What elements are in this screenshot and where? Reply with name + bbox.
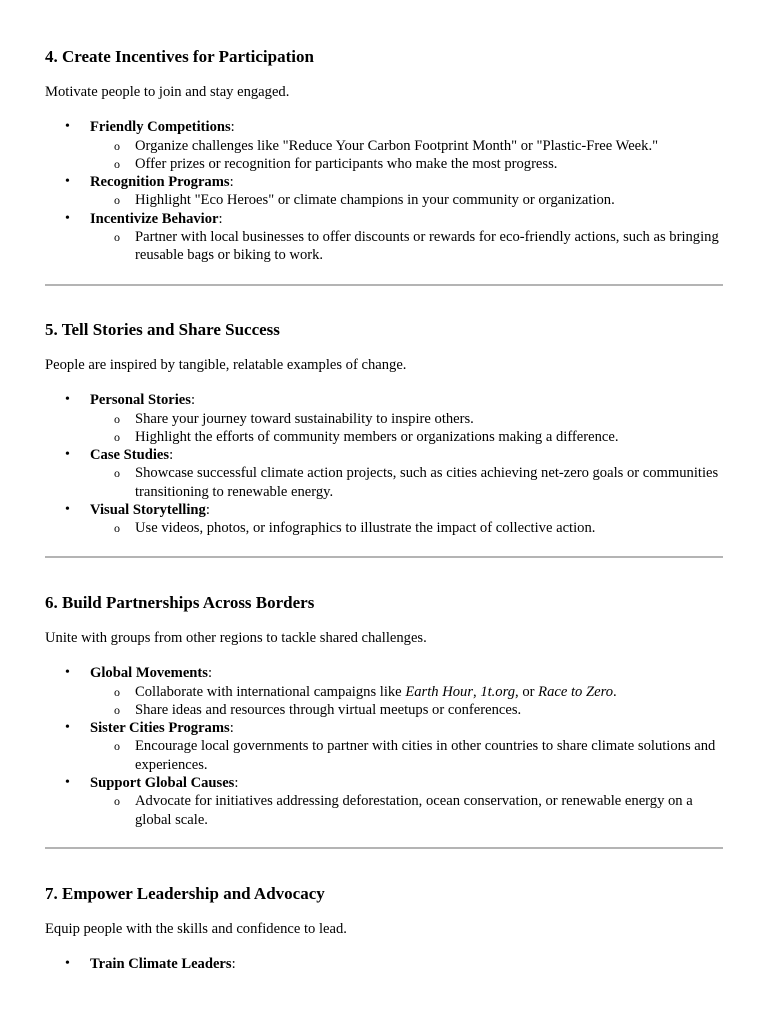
- campaign-name: Race to Zero: [538, 683, 613, 700]
- campaign-name: Earth Hour: [405, 683, 474, 700]
- item-label: Friendly Competitions: [90, 119, 231, 136]
- list-item: • Personal Stories: o Share your journey toward sustainability to inspire others. o Highlight the efforts of community members or organizations making a difference.: [45, 391, 723, 446]
- item-label: Train Climate Leaders: [90, 956, 232, 973]
- sub-list: [90, 792, 723, 829]
- sub-list-item: o Organize challenges like "Reduce Your Carbon Footprint Month" or "Plastic-Free Week.": [90, 137, 723, 155]
- section-7: [45, 883, 723, 974]
- sub-list-item: o Share ideas and resources through virtual meetups or conferences.: [90, 701, 723, 719]
- campaign-name: 1t.org: [480, 683, 516, 700]
- section-heading: 5. Tell Stories and Share Success: [45, 320, 280, 339]
- bullet-list: [45, 664, 723, 829]
- section-intro: Equip people with the skills and confidence to lead.: [45, 921, 347, 937]
- item-label: Incentivize Behavior: [90, 210, 219, 227]
- item-label: Recognition Programs: [90, 174, 230, 191]
- section-6: [45, 592, 723, 829]
- bullet-list: [45, 391, 723, 537]
- item-label: Global Movements: [90, 665, 208, 682]
- item-label: Support Global Causes: [90, 775, 235, 792]
- list-item: • Case Studies: o Showcase successful climate action projects, such as cities achieving net-zero goals or communities transitioning to renewable energy.: [45, 446, 723, 501]
- sub-list: [90, 683, 723, 720]
- sub-list-item: o Showcase successful climate action projects, such as cities achieving net-zero goals or communities transitioning to renewable energy.: [90, 464, 723, 501]
- section-heading: 4. Create Incentives for Participation: [45, 47, 314, 66]
- list-item: • Incentivize Behavior: o Partner with local businesses to offer discounts or rewards for eco-friendly actions, such as bringing reusable bags or biking to work.: [45, 210, 723, 265]
- section-divider: [45, 847, 723, 849]
- sub-list: [90, 464, 723, 501]
- list-item: • Sister Cities Programs: o Encourage local governments to partner with cities in other countries to share climate solutions and experiences.: [45, 719, 723, 774]
- section-divider: [45, 556, 723, 558]
- section-intro: Motivate people to join and stay engaged.: [45, 84, 290, 100]
- sub-list: [90, 410, 723, 447]
- item-label: Visual Storytelling: [90, 502, 206, 519]
- sub-list-item: o Share your journey toward sustainability to inspire others.: [90, 410, 723, 428]
- list-item: • Friendly Competitions: o Organize challenges like "Reduce Your Carbon Footprint Month" or "Plastic-Free Week." o Offer prizes or recognition for participants who make the most progress.: [45, 118, 723, 173]
- section-heading: 6. Build Partnerships Across Borders: [45, 593, 315, 612]
- bullet-list: [45, 955, 723, 973]
- item-label: Sister Cities Programs: [90, 720, 230, 737]
- sub-list-item: o Offer prizes or recognition for participants who make the most progress.: [90, 155, 723, 173]
- sub-list-item: o Highlight "Eco Heroes" or climate champions in your community or organization.: [90, 191, 723, 209]
- list-item: • Train Climate Leaders:: [45, 955, 723, 973]
- sub-list-item: o Highlight the efforts of community members or organizations making a difference.: [90, 428, 723, 446]
- list-item: • Recognition Programs: o Highlight "Eco Heroes" or climate champions in your community or organization.: [45, 173, 723, 210]
- list-item: • Global Movements: o Collaborate with international campaigns like Earth Hour, 1t.org, or Race to Zero. o Share ideas and resources through virtual meetups or conferences.: [45, 664, 723, 719]
- list-item: • Visual Storytelling: o Use videos, photos, or infographics to illustrate the impact of collective action.: [45, 501, 723, 538]
- sub-list-item: o Advocate for initiatives addressing deforestation, ocean conservation, or renewable energy on a global scale.: [90, 792, 723, 829]
- sub-list-item: o Use videos, photos, or infographics to illustrate the impact of collective action.: [90, 519, 723, 537]
- section-heading: 7. Empower Leadership and Advocacy: [45, 884, 325, 903]
- section-intro: Unite with groups from other regions to tackle shared challenges.: [45, 630, 427, 646]
- sub-list: [90, 228, 723, 265]
- section-4: [45, 46, 723, 265]
- sub-list: [90, 519, 723, 537]
- item-label: Personal Stories: [90, 392, 191, 409]
- item-label: Case Studies: [90, 447, 170, 464]
- section-intro: People are inspired by tangible, relatable examples of change.: [45, 357, 407, 373]
- section-divider: [45, 284, 723, 286]
- list-item: • Support Global Causes: o Advocate for initiatives addressing deforestation, ocean conservation, or renewable energy on a global scale.: [45, 774, 723, 829]
- section-5: [45, 319, 723, 538]
- sub-list-item: o Encourage local governments to partner with cities in other countries to share climate solutions and experiences.: [90, 737, 723, 774]
- sub-list-item: o Partner with local businesses to offer discounts or rewards for eco-friendly actions, such as bringing reusable bags or biking to work.: [90, 228, 723, 265]
- sub-list-item: o Collaborate with international campaigns like Earth Hour, 1t.org, or Race to Zero.: [90, 683, 723, 701]
- sub-list: [90, 737, 723, 774]
- sub-list: [90, 191, 723, 209]
- sub-list: [90, 137, 723, 174]
- bullet-list: [45, 118, 723, 264]
